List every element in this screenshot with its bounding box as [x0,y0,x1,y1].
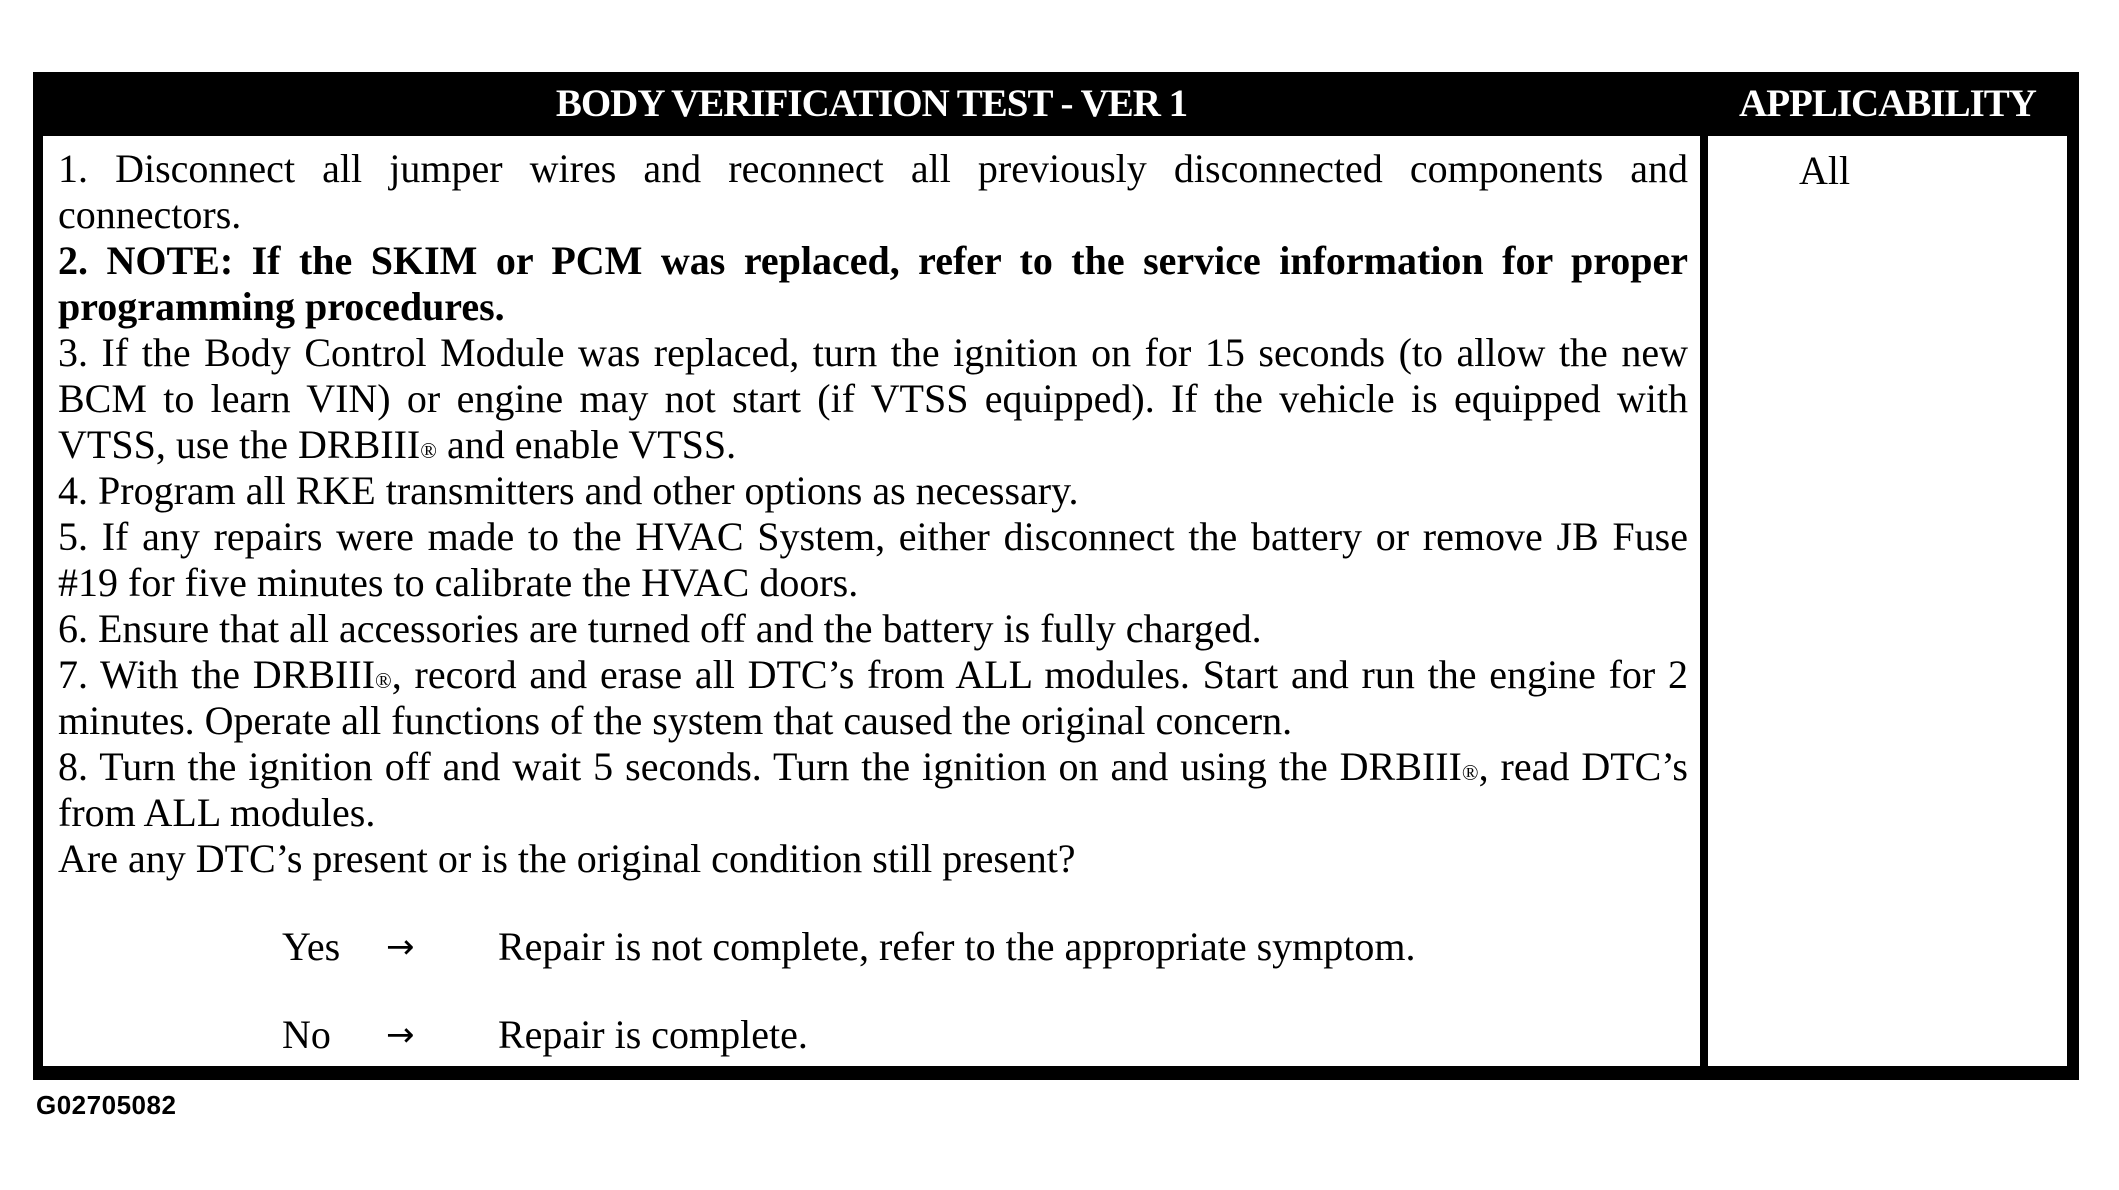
right-arrow-icon: → [386,927,415,967]
step-3: 3. If the Body Control Module was replaced, turn the ignition on for 15 seconds (to allow the new BCM to learn VIN) or engine may not start (if VTSS equipped). If the vehicle is equipped with VTSS, use the DRBIII® and enable VTSS. [58,330,1688,467]
body-verification-test-table [33,72,2079,1080]
step-5: 5. If any repairs were made to the HVAC System, either disconnect the battery or remove JB Fuse #19 for five minutes to calibrate the HVAC doors. [58,514,1688,605]
answer-no-label: No [282,1012,331,1057]
test-title: BODY VERIFICATION TEST - VER 1 [555,82,1188,125]
question-line: Are any DTC’s present or is the original condition still present? [58,836,1076,881]
column-divider [1700,136,1708,1066]
right-arrow-icon: → [386,1015,415,1055]
header-divider [1700,72,1708,136]
step-6: 6. Ensure that all accessories are turned off and the battery is fully charged. [58,606,1262,651]
step-1: 1. Disconnect all jumper wires and reconnect all previously disconnected components and connectors. [58,146,1688,237]
applicability-header: APPLICABILITY [1739,82,2036,125]
table-body-row [43,136,2067,1066]
applicability-value: All [1798,148,1851,193]
answer-yes-label: Yes [282,924,341,969]
answer-yes-text: Repair is not complete, refer to the appropriate symptom. [498,924,1416,969]
step-7: 7. With the DRBIII®, record and erase all DTC’s from ALL modules. Start and run the engine for 2 minutes. Operate all functions of the system that caused the original concern. [58,652,1689,743]
step-8: 8. Turn the ignition off and wait 5 seconds. Turn the ignition on and using the DRBIII®, read DTC’s from ALL modules. [58,744,1688,835]
step-2-note: 2. NOTE: If the SKIM or PCM was replaced, refer to the service information for proper programming procedures. [58,238,1688,329]
table-header-row [43,72,2067,136]
answer-no-text: Repair is complete. [498,1012,808,1057]
figure-id-label: G02705082 [36,1090,177,1120]
procedure-steps-cell [43,136,1700,1066]
step-4: 4. Program all RKE transmitters and other options as necessary. [58,468,1079,513]
answer-yes-row [282,924,1688,970]
answer-no-row [282,1012,1688,1058]
